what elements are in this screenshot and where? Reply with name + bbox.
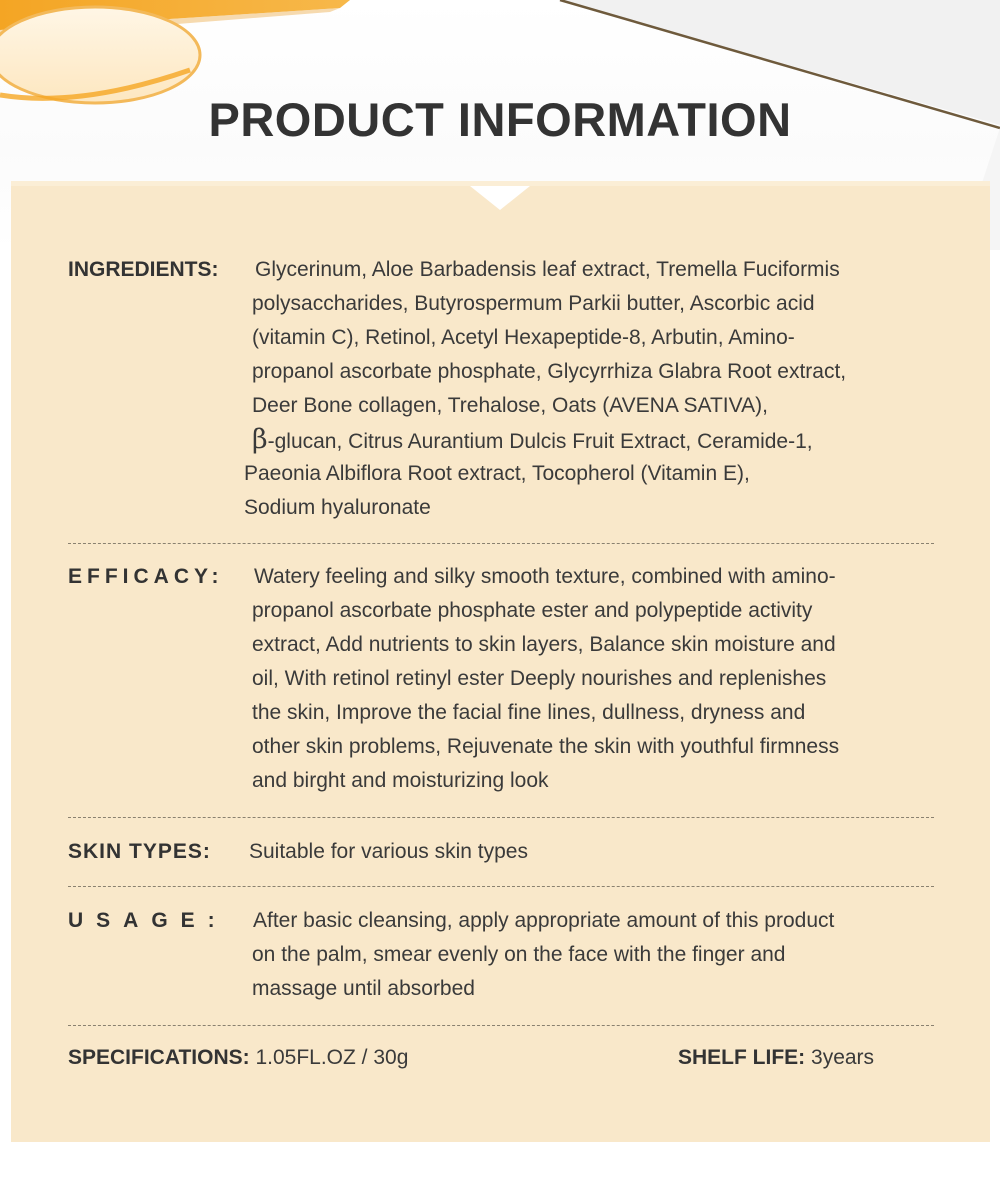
ingredients-line: Glycerinum, Aloe Barbadensis leaf extract, Tremella Fuciformis xyxy=(255,258,840,281)
efficacy-label: EFFICACY: xyxy=(68,565,224,588)
efficacy-line: oil, With retinol retinyl ester Deeply nourishes and replenishes xyxy=(252,667,827,690)
usage-text-continued xyxy=(252,938,785,1006)
specifications-row xyxy=(68,1041,408,1075)
usage-text xyxy=(253,904,834,938)
divider-efficacy xyxy=(68,817,934,818)
ingredients-text-end xyxy=(244,457,750,525)
page-title: PRODUCT INFORMATION xyxy=(208,93,792,146)
ingredients-line: Deer Bone collagen, Trehalose, Oats (AVENA SATIVA), xyxy=(252,394,768,417)
efficacy-line: propanol ascorbate phosphate ester and polypeptide activity xyxy=(252,599,813,622)
shelf-life-value: 3years xyxy=(811,1046,875,1069)
efficacy-line: Watery feeling and silky smooth texture, combined with amino- xyxy=(254,565,836,588)
ingredients-line: β-glucan, Citrus Aurantium Dulcis Fruit Extract, Ceramide-1, xyxy=(252,424,813,455)
usage-label: USAGE: xyxy=(68,909,228,932)
shelf-life-row xyxy=(678,1041,874,1075)
usage-line: After basic cleansing, apply appropriate amount of this product xyxy=(253,909,835,932)
efficacy-line: and birght and moisturizing look xyxy=(252,769,549,792)
ingredients-line: polysaccharides, Butyrospermum Parkii butter, Ascorbic acid xyxy=(252,292,815,315)
divider-ingredients xyxy=(68,543,934,544)
glass-disc-shape xyxy=(0,7,200,103)
usage-line: massage until absorbed xyxy=(252,977,475,1000)
efficacy-line: the skin, Improve the facial fine lines, dullness, dryness and xyxy=(252,701,806,724)
ingredients-line: (vitamin C), Retinol, Acetyl Hexapeptide-8, Arbutin, Amino- xyxy=(252,326,795,349)
skin-types-section xyxy=(68,835,938,869)
efficacy-line: other skin problems, Rejuvenate the skin with youthful firmness xyxy=(252,735,840,758)
panel-notch xyxy=(470,186,530,210)
divider-skin-types xyxy=(68,886,934,887)
efficacy-text-continued xyxy=(252,594,839,798)
beta-symbol: β xyxy=(252,424,268,455)
efficacy-text xyxy=(254,560,836,594)
usage-line: on the palm, smear evenly on the face with the finger and xyxy=(252,943,786,966)
ingredients-line: Sodium hyaluronate xyxy=(244,496,431,519)
efficacy-section xyxy=(68,560,938,800)
ingredients-section xyxy=(68,253,938,523)
efficacy-line: extract, Add nutrients to skin layers, Balance skin moisture and xyxy=(252,633,836,656)
usage-section xyxy=(68,904,938,1014)
divider-usage xyxy=(68,1025,934,1026)
ingredients-line: propanol ascorbate phosphate, Glycyrrhiza Glabra Root extract, xyxy=(252,360,847,383)
shelf-life-label: SHELF LIFE: xyxy=(678,1046,806,1069)
specifications-value: 1.05FL.OZ / 30g xyxy=(255,1046,409,1069)
skin-types-value: Suitable for various skin types xyxy=(249,840,528,863)
ingredients-text xyxy=(255,253,840,287)
ingredients-label: INGREDIENTS: xyxy=(68,258,219,281)
skin-types-label: SKIN TYPES: xyxy=(68,840,211,863)
ingredients-text-continued xyxy=(252,287,846,459)
ingredients-line: Paeonia Albiflora Root extract, Tocopherol (Vitamin E), xyxy=(244,462,750,485)
specifications-label: SPECIFICATIONS: xyxy=(68,1046,250,1069)
